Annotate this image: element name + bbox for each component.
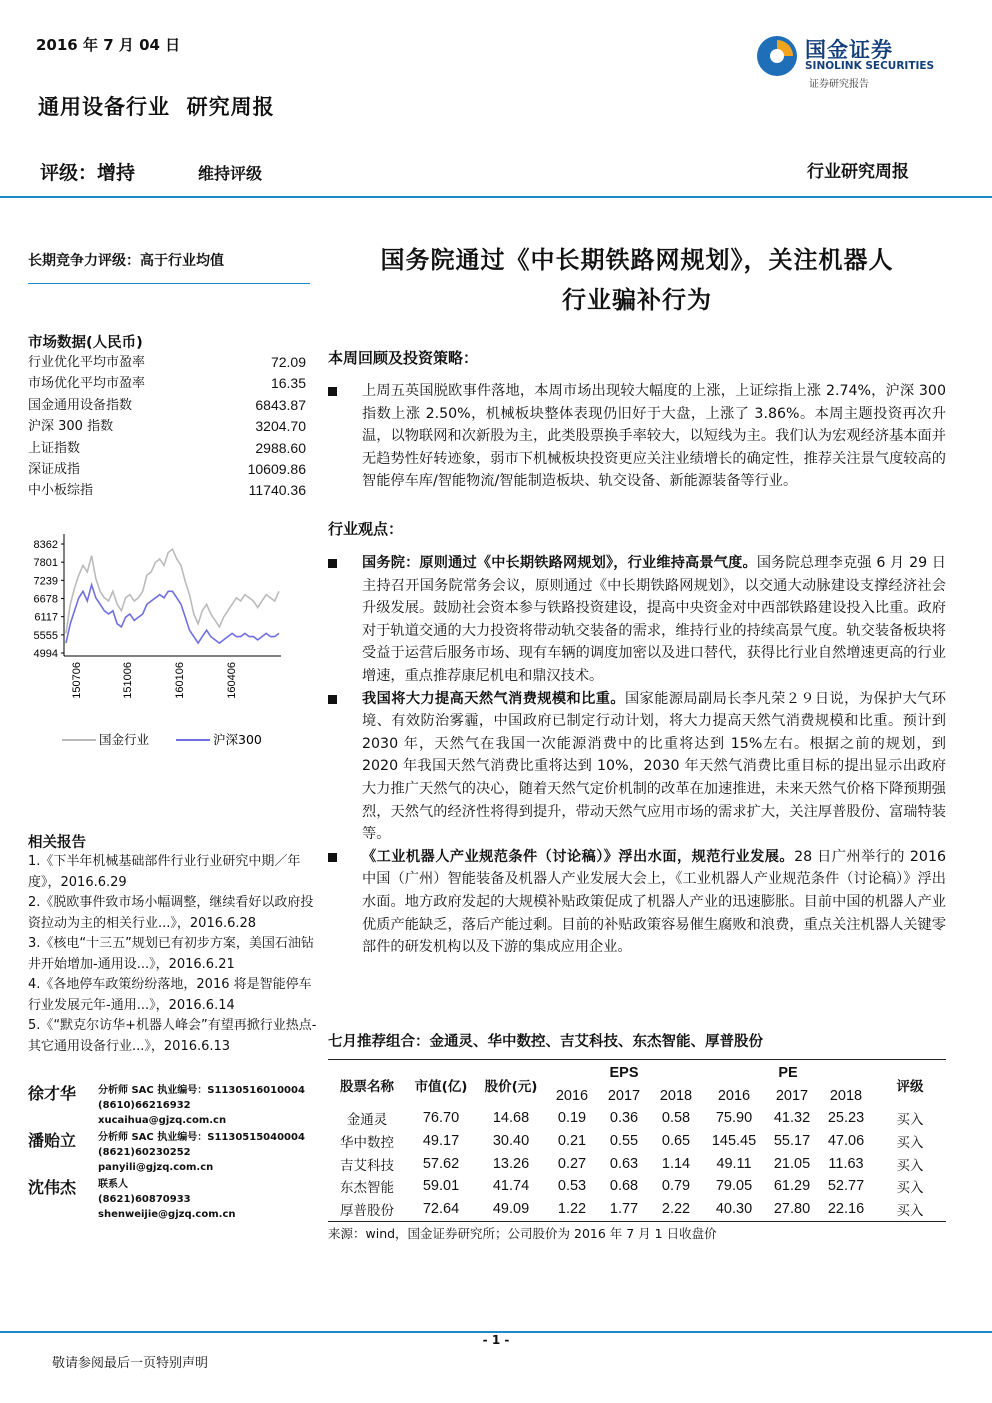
bullet-square-icon — [328, 559, 337, 568]
table-header-row: 股票名称 市值(亿) 股价(元) EPS PE 评级 — [340, 1065, 924, 1095]
analyst-name: 徐才华 — [28, 1084, 77, 1103]
view-item: 我国将大力提高天然气消费规模和比重。国家能源局副局长李凡荣２９日说，为保护大气环境、有效防治雾霾，中国政府已制定行动计划，将大力提高天然气消费规模和比重。预计到 2030 年，天然气在我国一次能源消费中的比重将达到 15%左右。根据之前的规划，到 2020 年我国天然气消费比重将达到 10%，2030 年天然气消费比重目标的提出显示出政府大力推广天然气的决心，随着天然气定价机制的改革在加速推进，未来天然气价格下降预期强烈，天然气的经济性将得到提升，带动天然气应用市场的需求扩大，关注厚普股份、富瑞特装等。 — [328, 688, 946, 846]
header-divider — [0, 196, 992, 198]
section-views: 行业观点： — [328, 520, 404, 538]
y-tick-label: 6117 — [34, 611, 58, 624]
market-row: 市场优化平均市盈率 16.35 — [28, 375, 306, 392]
index-line-chart — [26, 528, 316, 768]
report-type: 行业研究周报 — [807, 162, 909, 182]
market-row: 上证指数 2988.60 — [28, 439, 306, 456]
table-row: 金通灵 76.70 14.68 0.19 0.36 0.58 75.90 41.32 25.23 买入 — [346, 1110, 924, 1129]
view-item: 国务院：原则通过《中长期铁路网规划》，行业维持高景气度。国务院总理李克强 6 月 29 日主持召开国务院常务会议，原则通过《中长期铁路网规划》，以交通大动脉建设支撑经济社会升级发展。鼓励社会资本参与铁路投资建设，提高中央资金对中西部铁路建设投入比重。政府对于轨道交通的大力投资将带动轨交装备的需求，维持行业的持续高景气度。轨交装备板块将受益于运营后服务市场、现有车辆的调度加密以及进口替代，获得比行业自然增速更高的行业增速，重点推荐康尼机电和鼎汉技术。 — [328, 552, 946, 688]
related-report-item[interactable]: 5.《“默克尔访华+机器人峰会”有望再掀行业热点-其它通用设备行业...》，2016.6.13 — [28, 1018, 317, 1054]
y-tick-label: 7801 — [33, 557, 58, 570]
market-title: 市场数据(人民币) — [28, 335, 143, 351]
analyst-info: 分析师 SAC 执业编号：S1130515040004 (8621)60230252 panyili@gjzq.com.cn — [98, 1132, 305, 1173]
table-row: 吉艾科技 57.62 13.26 0.27 0.63 1.14 49.11 21.05 11.63 买入 — [340, 1155, 924, 1174]
x-tick-label: 160406 — [226, 662, 238, 699]
related-report-item[interactable]: 2.《脱欧事件致市场小幅调整，继续看好以政府投资拉动为主的相关行业...》，2016.6.28 — [28, 895, 314, 931]
section-strategy: 本周回顾及投资策略： — [328, 349, 479, 367]
portfolio-title: 七月推荐组合：金通灵、华中数控、吉艾科技、东杰智能、厚普股份 — [328, 1034, 763, 1050]
legend-label: 国金行业 — [99, 732, 150, 747]
y-tick-label: 8362 — [33, 539, 58, 551]
company-logo — [755, 30, 945, 92]
main-title-line1: 国务院通过《中长期铁路网规划》，关注机器人 — [380, 245, 894, 274]
analyst-name: 潘贻立 — [28, 1131, 77, 1150]
table-year-row: 2016 2017 2018 2016 2017 2018 — [555, 1087, 863, 1104]
analyst-email[interactable]: shenweijie@gjzq.com.cn — [98, 1209, 236, 1220]
series-line-hs300 — [66, 585, 279, 643]
bullet-square-icon — [328, 695, 337, 704]
logo-en: SINOLINK SECURITIES — [805, 60, 935, 72]
related-reports — [28, 852, 318, 1057]
view-item: 《工业机器人产业规范条件（讨论稿）》浮出水面，规范行业发展。28 日广州举行的 2016 中国（广州）智能装备及机器人产业发展大会上，《工业机器人产业规范条件（讨论稿）》浮出水面。地方政府发起的大规模补贴政策促成了机器人产业的迅速膨胀。目前中国的机器人产业优质产能缺乏，落后产能过剩。目前的补贴政策容易催生腐败和浪费，重点关注机器人关键零部件的研发机构以及下游的集成应用企业。 — [328, 846, 946, 959]
bullet-square-icon — [328, 387, 337, 396]
industry-title: 通用设备行业 研究周报 — [38, 94, 275, 119]
table-top-rule — [328, 1059, 946, 1060]
analyst-info: 联系人 (8621)60870933 shenweijie@gjzq.com.cn — [98, 1179, 236, 1220]
analyst-email[interactable]: panyili@gjzq.com.cn — [98, 1162, 214, 1173]
long-term-rating: 长期竞争力评级：高于行业均值 — [28, 253, 224, 269]
market-row: 行业优化平均市盈率 72.09 — [28, 354, 306, 370]
logo-sub: 证券研究报告 — [809, 79, 869, 90]
related-title: 相关报告 — [28, 835, 86, 851]
related-report-item[interactable]: 4.《各地停车政策纷纷落地，2016 将是智能停车行业发展元年-通用...》，2016.6.14 — [28, 977, 312, 1013]
bullet-square-icon — [328, 853, 337, 862]
analyst-info: 分析师 SAC 执业编号：S1130516010004 (8610)66216932 xucaihua@gjzq.com.cn — [98, 1085, 305, 1126]
industry-views — [328, 552, 946, 959]
sidebar-divider-1 — [28, 283, 310, 284]
market-row: 沪深 300 指数 3204.70 — [28, 418, 306, 435]
x-tick-label: 160106 — [174, 662, 186, 699]
table-source: 来源：wind，国金证券研究所；公司股价为 2016 年 7 月 1 日收盘价 — [328, 1226, 717, 1241]
y-tick-label: 5555 — [33, 629, 58, 642]
report-date: 2016 年 7 月 04 日 — [36, 36, 181, 54]
recommendation-table — [328, 1062, 946, 1220]
table-bottom-rule — [328, 1221, 946, 1222]
market-row: 深证成指 10609.86 — [28, 460, 306, 477]
analyst-name: 沈伟杰 — [28, 1178, 77, 1197]
rating-label: 评级：增持 — [40, 162, 136, 184]
y-tick-label: 6678 — [33, 593, 58, 606]
strategy-paragraph: 上周五英国脱欧事件落地，本周市场出现较大幅度的上涨，上证综指上涨 2.74%，沪深 300 指数上涨 2.50%，机械板块整体表现仍旧好于大盘，上涨了 3.86%。本周主题投资再次升温，以物联网和次新股为主，此类股票换手率较大，以短线为主。我们认为宏观经济基本面并无趋势性好转迹象，弱市下机械板块投资更应关注业绩增长的确定性，推荐关注景气度较高的智能停车库/智能物流/智能制造板块、轨交设备、新能源装备等行业。 — [328, 380, 946, 493]
market-data-table — [28, 352, 306, 502]
analyst-email[interactable]: xucaihua@gjzq.com.cn — [98, 1115, 227, 1126]
market-row: 中小板综指 11740.36 — [28, 482, 306, 499]
legend-label: 沪深300 — [213, 732, 262, 747]
page-number: - 1 - — [482, 1333, 510, 1347]
table-row: 东杰智能 59.01 41.74 0.53 0.68 0.79 79.05 61.29 52.77 买入 — [340, 1178, 924, 1197]
table-row: 厚普股份 72.64 49.09 1.22 1.77 2.22 40.30 27.80 22.16 买入 — [340, 1200, 924, 1219]
logo-cn: 国金证券 — [805, 38, 893, 62]
main-title-line2: 行业骗补行为 — [562, 285, 712, 314]
disclaimer[interactable]: 敬请参阅最后一页特别声明 — [52, 1356, 209, 1371]
y-tick-label: 7239 — [33, 575, 58, 588]
x-tick-label: 151006 — [122, 662, 134, 699]
y-tick-label: 4994 — [33, 648, 58, 660]
sinolink-logo-icon — [755, 34, 799, 78]
rating-action: 维持评级 — [198, 164, 263, 183]
table-row: 华中数控 49.17 30.40 0.21 0.55 0.65 145.45 55.17 47.06 买入 — [340, 1133, 924, 1152]
related-report-item[interactable]: 3.《核电“十三五”规划已有初步方案，美国石油钻井开始增加-通用设...》，2016.6.21 — [28, 936, 314, 972]
x-tick-label: 150706 — [71, 662, 83, 699]
related-report-item[interactable]: 1.《下半年机械基础部件行业行业研究中期／年度》，2016.6.29 — [28, 854, 301, 890]
market-row: 国金通用设备指数 6843.87 — [28, 396, 306, 413]
